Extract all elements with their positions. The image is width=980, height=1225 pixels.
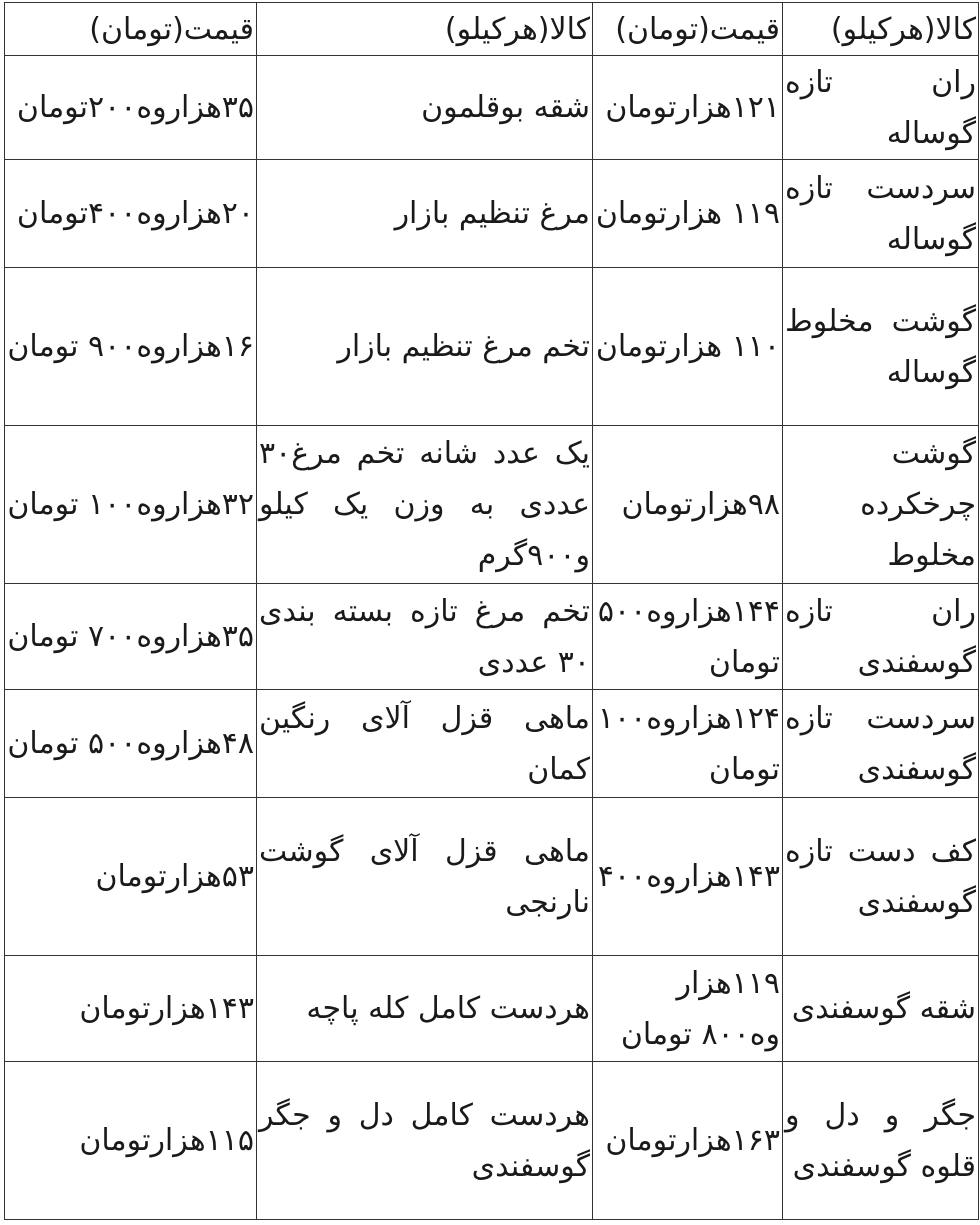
price-cell: ۹۸هزارتومان (593, 426, 783, 584)
table-row (5, 1062, 979, 1220)
item-cell: جگر و دل و قلوه گوسفندی (783, 1062, 979, 1220)
price-cell: ۵۳هزارتومان (5, 798, 257, 956)
price-cell: ۱۲۱هزارتومان (593, 56, 783, 160)
item-cell: تخم مرغ تازه بسته بندی ۳۰ عددی (257, 584, 593, 690)
item-cell: گوشت مخلوط گوساله (783, 268, 979, 426)
price-cell: ۱۴۳هزاروه۴۰۰ (593, 798, 783, 956)
table-row (5, 798, 979, 956)
item-cell: سردست تازه گوسفندی (783, 690, 979, 798)
item-cell: هردست کامل کله پاچه (257, 956, 593, 1062)
item-cell: گوشت چرخکرده مخلوط (783, 426, 979, 584)
header-price-2: قیمت(تومان) (5, 3, 257, 56)
price-cell: ۱۱۹ هزارتومان (593, 160, 783, 268)
item-cell: شقه گوسفندی (783, 956, 979, 1062)
price-cell: ۳۵هزاروه۲۰۰تومان (5, 56, 257, 160)
item-cell: هردست کامل دل و جگر گوسفندی (257, 1062, 593, 1220)
price-cell: ۴۸هزاروه۵۰۰ تومان (5, 690, 257, 798)
header-item-2: کالا(هرکیلو) (257, 3, 593, 56)
table-row (5, 56, 979, 160)
table-row (5, 268, 979, 426)
price-cell: ۲۰هزاروه۴۰۰تومان (5, 160, 257, 268)
item-cell: یک عدد شانه تخم مرغ۳۰ عددی به وزن یک کیلو و۹۰۰گرم (257, 426, 593, 584)
item-cell: مرغ تنظیم بازار (257, 160, 593, 268)
price-cell: ۱۶هزاروه۹۰۰ تومان (5, 268, 257, 426)
table-row (5, 426, 979, 584)
header-item-1: کالا(هرکیلو) (783, 3, 979, 56)
price-cell: ۱۴۴هزاروه۵۰۰ تومان (593, 584, 783, 690)
header-price-1: قیمت(تومان) (593, 3, 783, 56)
price-cell: ۱۱۰ هزارتومان (593, 268, 783, 426)
item-cell: ماهی قزل آلای رنگین کمان (257, 690, 593, 798)
price-table (4, 2, 979, 1220)
item-cell: ران تازه گوسفندی (783, 584, 979, 690)
item-cell: ماهی قزل آلای گوشت نارنجی (257, 798, 593, 956)
price-cell: ۱۱۵هزارتومان (5, 1062, 257, 1220)
item-cell: سردست تازه گوساله (783, 160, 979, 268)
table-row (5, 160, 979, 268)
price-cell: ۳۵هزاروه۷۰۰ تومان (5, 584, 257, 690)
table-header-row (5, 3, 979, 56)
item-cell: شقه بوقلمون (257, 56, 593, 160)
table-row (5, 956, 979, 1062)
item-cell: تخم مرغ تنظیم بازار (257, 268, 593, 426)
item-cell: کف دست تازه گوسفندی (783, 798, 979, 956)
price-cell: ۱۴۳هزارتومان (5, 956, 257, 1062)
price-cell: ۱۱۹هزار وه۸۰۰ تومان (593, 956, 783, 1062)
table-row (5, 584, 979, 690)
item-cell: ران تازه گوساله (783, 56, 979, 160)
price-cell: ۳۲هزاروه۱۰۰ تومان (5, 426, 257, 584)
price-cell: ۱۲۴هزاروه۱۰۰ تومان (593, 690, 783, 798)
price-cell: ۱۶۳هزارتومان (593, 1062, 783, 1220)
table-row (5, 690, 979, 798)
